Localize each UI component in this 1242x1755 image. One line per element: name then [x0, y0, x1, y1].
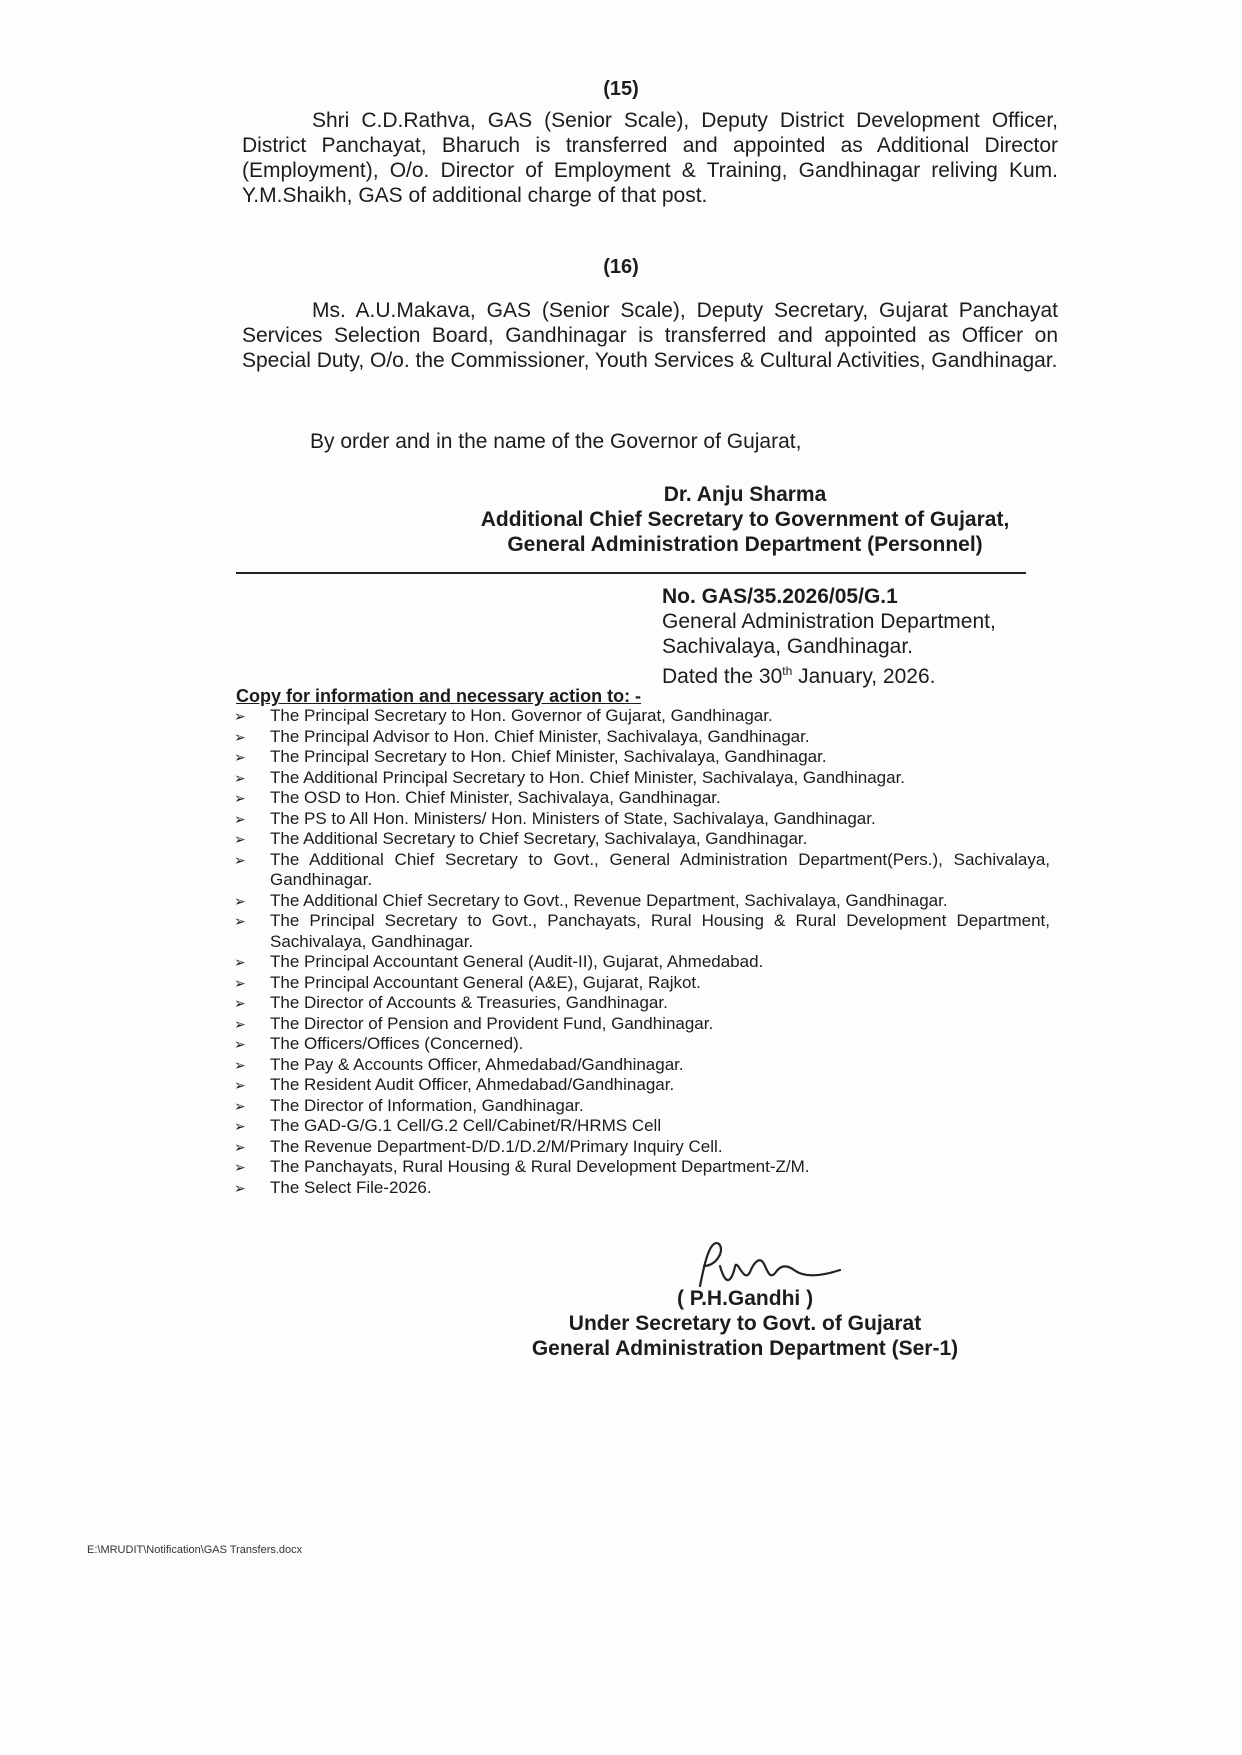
distribution-item — [234, 850, 1050, 891]
distribution-item-text: The OSD to Hon. Chief Minister, Sachivalaya, Gandhinagar. — [270, 788, 721, 807]
distribution-item — [234, 1096, 1050, 1117]
distribution-item-text: The Additional Principal Secretary to Hon. Chief Minister, Sachivalaya, Gandhinagar. — [270, 767, 906, 787]
arrow-bullet-icon: ➢ — [234, 749, 246, 765]
footer-file-path: E:\MRUDIT\Notification\GAS Transfers.docx — [87, 1544, 303, 1556]
distribution-item-text: The Pay & Accounts Officer, Ahmedabad/Gandhinagar. — [270, 1054, 684, 1074]
distribution-item-text: The Panchayats, Rural Housing & Rural Development Department-Z/M. — [270, 1157, 810, 1176]
signatory-department: General Administration Department (Personnel) — [507, 533, 983, 556]
distribution-item — [234, 768, 1050, 789]
arrow-bullet-icon: ➢ — [234, 790, 246, 806]
signatory-designation: Additional Chief Secretary to Government of Gujarat, — [480, 508, 1010, 531]
arrow-bullet-icon: ➢ — [234, 1015, 246, 1032]
governor-order-line: By order and in the name of the Governor of Gujarat, — [310, 430, 802, 453]
distribution-item — [234, 829, 1050, 850]
distribution-item — [234, 1178, 1050, 1199]
arrow-bullet-icon: ➢ — [234, 954, 246, 970]
section-16-text: Ms. A.U.Makava, GAS (Senior Scale), Deputy Secretary, Gujarat Panchayat Services Selection Board, Gandhinagar is transferred and appointed as Officer on Special Duty, O/o. the Commissioner, Youth Services & Cultural Activities, Gandhinagar. — [242, 299, 1058, 372]
copy-heading: Copy for information and necessary action to: - — [236, 686, 642, 706]
distribution-item-text: The Resident Audit Officer, Ahmedabad/Gandhinagar. — [270, 1075, 675, 1094]
distribution-item-text: The Director of Information, Gandhinagar. — [270, 1095, 584, 1115]
distribution-item — [234, 1034, 1050, 1055]
arrow-bullet-icon: ➢ — [234, 974, 246, 991]
distribution-item — [234, 788, 1050, 809]
arrow-bullet-icon: ➢ — [234, 831, 246, 847]
distribution-item-text: The Officers/Offices (Concerned). — [270, 1034, 524, 1053]
distribution-item — [234, 1157, 1050, 1178]
distribution-item — [234, 973, 1050, 994]
distribution-item-text: The Director of Accounts & Treasuries, Gandhinagar. — [270, 993, 668, 1012]
arrow-bullet-icon: ➢ — [234, 1159, 246, 1175]
distribution-item — [234, 706, 1050, 727]
distribution-item — [234, 1137, 1050, 1158]
distribution-item — [234, 1055, 1050, 1076]
distribution-item-text: The Revenue Department-D/D.1/D.2/M/Primary Inquiry Cell. — [270, 1136, 723, 1156]
arrow-bullet-icon: ➢ — [234, 1118, 246, 1134]
arrow-bullet-icon: ➢ — [234, 1077, 246, 1093]
distribution-item — [234, 727, 1050, 748]
distribution-item-text: The Director of Pension and Provident Fund, Gandhinagar. — [270, 1013, 714, 1033]
reference-date-prefix: Dated the 30 — [662, 665, 783, 688]
signatory-name: Dr. Anju Sharma — [663, 483, 827, 506]
distribution-item-text: The Additional Chief Secretary to Govt., General Administration Department(Pers.), Sachivalaya, Gandhinagar. — [270, 849, 1050, 889]
section-number-16: (16) — [603, 256, 639, 278]
reference-number: No. GAS/35.2026/05/G.1 — [662, 585, 898, 608]
under-secretary-name: ( P.H.Gandhi ) — [676, 1287, 814, 1310]
distribution-item-text: The Select File-2026. — [270, 1177, 432, 1197]
arrow-bullet-icon: ➢ — [234, 1138, 246, 1155]
section-number-15: (15) — [603, 78, 639, 100]
signatory-block — [440, 482, 1050, 557]
distribution-item-text: The Principal Accountant General (A&E), Gujarat, Rajkot. — [270, 972, 701, 992]
distribution-item-text: The Additional Secretary to Chief Secretary, Sachivalaya, Gandhinagar. — [270, 829, 808, 848]
reference-office: General Administration Department, — [662, 610, 996, 633]
arrow-bullet-icon: ➢ — [234, 995, 246, 1011]
arrow-bullet-icon: ➢ — [234, 851, 246, 868]
distribution-item-text: The Principal Secretary to Hon. Governor of Gujarat, Gandhinagar. — [270, 706, 773, 725]
distribution-item — [234, 1014, 1050, 1035]
reference-block — [662, 584, 996, 689]
arrow-bullet-icon: ➢ — [234, 913, 246, 929]
distribution-item — [234, 1116, 1050, 1137]
distribution-item — [234, 993, 1050, 1014]
distribution-item — [234, 911, 1050, 952]
distribution-item-text: The Principal Secretary to Govt., Panchayats, Rural Housing & Rural Development Department, Sachivalaya, Gandhinagar. — [270, 911, 1050, 951]
reference-date-sup: th — [782, 664, 793, 678]
arrow-bullet-icon: ➢ — [234, 1056, 246, 1073]
arrow-bullet-icon: ➢ — [234, 810, 246, 827]
distribution-item-text: The Principal Advisor to Hon. Chief Minister, Sachivalaya, Gandhinagar. — [270, 726, 810, 746]
arrow-bullet-icon: ➢ — [234, 769, 246, 786]
arrow-bullet-icon: ➢ — [234, 1036, 246, 1052]
arrow-bullet-icon: ➢ — [234, 1097, 246, 1114]
distribution-item — [234, 952, 1050, 973]
arrow-bullet-icon: ➢ — [234, 1179, 246, 1196]
reference-date-suffix: January, 2026. — [792, 665, 936, 688]
under-secretary-block — [440, 1286, 1050, 1361]
reference-place: Sachivalaya, Gandhinagar. — [662, 635, 914, 658]
distribution-item — [234, 809, 1050, 830]
distribution-item-text: The GAD-G/G.1 Cell/G.2 Cell/Cabinet/R/HRMS Cell — [270, 1116, 662, 1135]
distribution-list — [234, 706, 1050, 1198]
distribution-item-text: The PS to All Hon. Ministers/ Hon. Ministers of State, Sachivalaya, Gandhinagar. — [270, 808, 876, 828]
distribution-item-text: The Principal Accountant General (Audit-II), Gujarat, Ahmedabad. — [270, 952, 764, 971]
arrow-bullet-icon: ➢ — [234, 892, 246, 909]
arrow-bullet-icon: ➢ — [234, 728, 246, 745]
separator-line — [236, 572, 1026, 574]
under-secretary-designation: Under Secretary to Govt. of Gujarat — [568, 1312, 922, 1335]
under-secretary-department: General Administration Department (Ser-1) — [531, 1337, 959, 1360]
reference-date — [662, 659, 996, 689]
distribution-item — [234, 891, 1050, 912]
distribution-item-text: The Principal Secretary to Hon. Chief Minister, Sachivalaya, Gandhinagar. — [270, 747, 827, 766]
section-15-text: Shri C.D.Rathva, GAS (Senior Scale), Deputy District Development Officer, District Panchayat, Bharuch is transferred and appointed as Additional Director (Employment), O/o. Director of Employment & Training, Gandhinagar reliving Kum. Y.M.Shaikh, GAS of additional charge of that post. — [242, 109, 1058, 207]
distribution-item — [234, 1075, 1050, 1096]
distribution-item-text: The Additional Chief Secretary to Govt., Revenue Department, Sachivalaya, Gandhinagar. — [270, 890, 948, 910]
distribution-item — [234, 747, 1050, 768]
arrow-bullet-icon: ➢ — [234, 708, 246, 724]
